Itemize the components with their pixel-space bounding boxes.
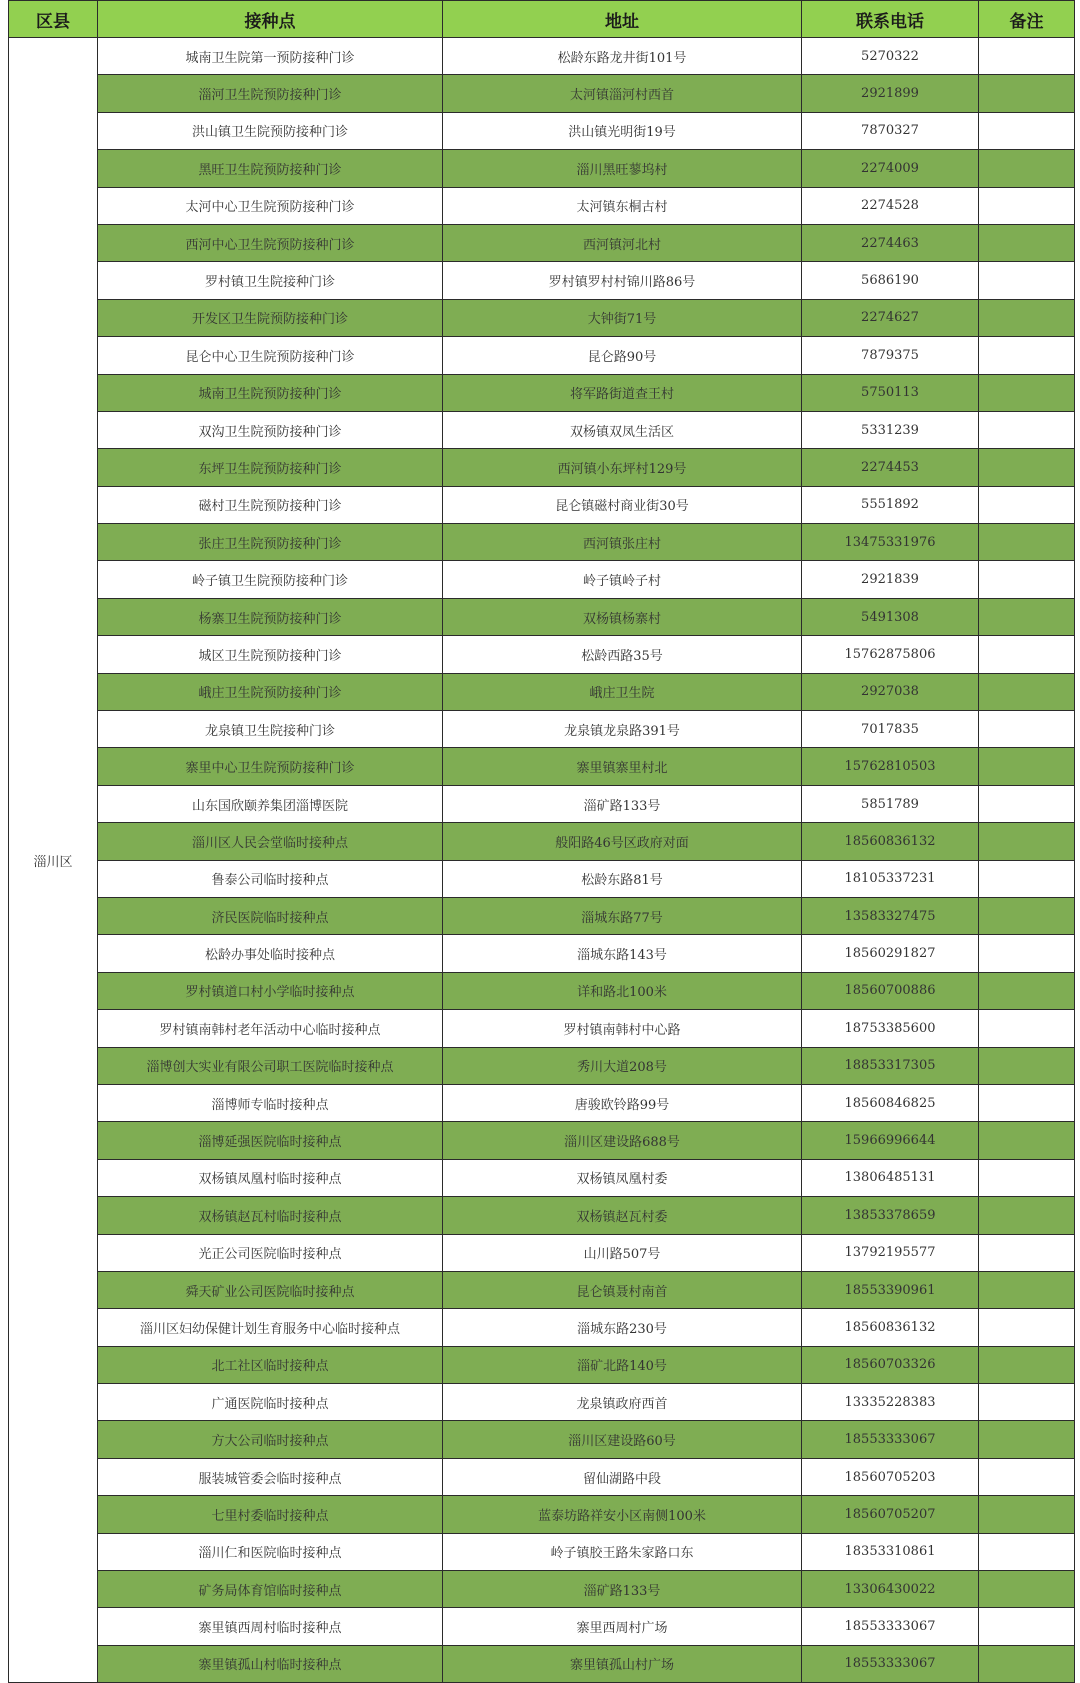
- table-row: [9, 748, 1075, 785]
- address-cell: 详和路北100米: [443, 972, 802, 1009]
- address-cell: 寨里镇孤山村广场: [443, 1645, 802, 1682]
- site-cell: 张庄卫生院预防接种门诊: [98, 524, 443, 561]
- remark-cell: [979, 598, 1075, 635]
- remark-cell: [979, 1197, 1075, 1234]
- address-cell: 淄川黑旺蓼坞村: [443, 150, 802, 187]
- address-cell: 双杨镇双凤生活区: [443, 411, 802, 448]
- remark-cell: [979, 636, 1075, 673]
- remark-cell: [979, 337, 1075, 374]
- table-row: [9, 823, 1075, 860]
- site-cell: 东坪卫生院预防接种门诊: [98, 449, 443, 486]
- table-row: [9, 1384, 1075, 1421]
- phone-cell: 5750113: [802, 374, 979, 411]
- site-cell: 峨庄卫生院预防接种门诊: [98, 673, 443, 710]
- address-cell: 淄川区建设路60号: [443, 1421, 802, 1458]
- address-cell: 昆仑镇聂村南首: [443, 1271, 802, 1308]
- address-cell: 罗村镇南韩村中心路: [443, 1010, 802, 1047]
- phone-cell: 5851789: [802, 785, 979, 822]
- site-cell: 寨里镇孤山村临时接种点: [98, 1645, 443, 1682]
- remark-cell: [979, 1645, 1075, 1682]
- phone-cell: 13583327475: [802, 897, 979, 934]
- remark-cell: [979, 299, 1075, 336]
- address-cell: 昆仑路90号: [443, 337, 802, 374]
- address-cell: 罗村镇罗村村锦川路86号: [443, 262, 802, 299]
- table-row: [9, 449, 1075, 486]
- phone-cell: 15762875806: [802, 636, 979, 673]
- header-address: 地址: [443, 1, 802, 38]
- district-cell: 淄川区: [9, 38, 98, 1683]
- table-row: [9, 598, 1075, 635]
- table-row: [9, 1234, 1075, 1271]
- address-cell: 西河镇张庄村: [443, 524, 802, 561]
- site-cell: 城区卫生院预防接种门诊: [98, 636, 443, 673]
- site-cell: 淄博创大实业有限公司职工医院临时接种点: [98, 1047, 443, 1084]
- phone-cell: 18553333067: [802, 1421, 979, 1458]
- phone-cell: 18560291827: [802, 935, 979, 972]
- site-cell: 昆仑中心卫生院预防接种门诊: [98, 337, 443, 374]
- site-cell: 淄川仁和医院临时接种点: [98, 1533, 443, 1570]
- site-cell: 罗村镇道口村小学临时接种点: [98, 972, 443, 1009]
- phone-cell: 13335228383: [802, 1384, 979, 1421]
- table-row: [9, 1197, 1075, 1234]
- remark-cell: [979, 860, 1075, 897]
- table-row: [9, 785, 1075, 822]
- table-row: [9, 112, 1075, 149]
- table-row: [9, 1421, 1075, 1458]
- phone-cell: 7879375: [802, 337, 979, 374]
- site-cell: 岭子镇卫生院预防接种门诊: [98, 561, 443, 598]
- remark-cell: [979, 1271, 1075, 1308]
- site-cell: 太河中心卫生院预防接种门诊: [98, 187, 443, 224]
- address-cell: 大钟街71号: [443, 299, 802, 336]
- remark-cell: [979, 972, 1075, 1009]
- address-cell: 般阳路46号区政府对面: [443, 823, 802, 860]
- remark-cell: [979, 75, 1075, 112]
- remark-cell: [979, 1421, 1075, 1458]
- table-row: [9, 636, 1075, 673]
- remark-cell: [979, 224, 1075, 261]
- site-cell: 淄川区人民会堂临时接种点: [98, 823, 443, 860]
- site-cell: 淄川区妇幼保健计划生育服务中心临时接种点: [98, 1309, 443, 1346]
- site-cell: 双沟卫生院预防接种门诊: [98, 411, 443, 448]
- address-cell: 淄城东路77号: [443, 897, 802, 934]
- address-cell: 岭子镇胶王路朱家路口东: [443, 1533, 802, 1570]
- phone-cell: 18353310861: [802, 1533, 979, 1570]
- table-row: [9, 1010, 1075, 1047]
- table-row: [9, 1458, 1075, 1495]
- site-cell: 龙泉镇卫生院接种门诊: [98, 711, 443, 748]
- address-cell: 双杨镇凤凰村委: [443, 1159, 802, 1196]
- remark-cell: [979, 187, 1075, 224]
- phone-cell: 18553333067: [802, 1608, 979, 1645]
- table-header: [9, 1, 1075, 38]
- phone-cell: 18560700886: [802, 972, 979, 1009]
- phone-cell: 18105337231: [802, 860, 979, 897]
- remark-cell: [979, 1458, 1075, 1495]
- address-cell: 淄矿北路140号: [443, 1346, 802, 1383]
- remark-cell: [979, 673, 1075, 710]
- address-cell: 松龄东路龙井街101号: [443, 38, 802, 75]
- phone-cell: 2921899: [802, 75, 979, 112]
- table-row: [9, 860, 1075, 897]
- table-row: [9, 486, 1075, 523]
- phone-cell: 5270322: [802, 38, 979, 75]
- phone-cell: 13853378659: [802, 1197, 979, 1234]
- site-cell: 双杨镇凤凰村临时接种点: [98, 1159, 443, 1196]
- phone-cell: 2274009: [802, 150, 979, 187]
- address-cell: 龙泉镇龙泉路391号: [443, 711, 802, 748]
- table-row: [9, 673, 1075, 710]
- phone-cell: 13306430022: [802, 1571, 979, 1608]
- table-row: [9, 897, 1075, 934]
- site-cell: 济民医院临时接种点: [98, 897, 443, 934]
- address-cell: 留仙湖路中段: [443, 1458, 802, 1495]
- remark-cell: [979, 1159, 1075, 1196]
- site-cell: 服装城管委会临时接种点: [98, 1458, 443, 1495]
- table-row: [9, 299, 1075, 336]
- address-cell: 松龄东路81号: [443, 860, 802, 897]
- phone-cell: 18560705203: [802, 1458, 979, 1495]
- site-cell: 罗村镇南韩村老年活动中心临时接种点: [98, 1010, 443, 1047]
- table-row: [9, 1533, 1075, 1570]
- table-row: [9, 187, 1075, 224]
- table-row: [9, 1346, 1075, 1383]
- remark-cell: [979, 150, 1075, 187]
- address-cell: 淄矿路133号: [443, 1571, 802, 1608]
- site-cell: 淄博延强医院临时接种点: [98, 1122, 443, 1159]
- site-cell: 磁村卫生院预防接种门诊: [98, 486, 443, 523]
- remark-cell: [979, 1309, 1075, 1346]
- site-cell: 城南卫生院第一预防接种门诊: [98, 38, 443, 75]
- site-cell: 杨寨卫生院预防接种门诊: [98, 598, 443, 635]
- remark-cell: [979, 1010, 1075, 1047]
- site-cell: 鲁泰公司临时接种点: [98, 860, 443, 897]
- address-cell: 太河镇淄河村西首: [443, 75, 802, 112]
- phone-cell: 18560836132: [802, 1309, 979, 1346]
- phone-cell: 2274528: [802, 187, 979, 224]
- table-row: [9, 1608, 1075, 1645]
- table-row: [9, 374, 1075, 411]
- address-cell: 寨里镇寨里村北: [443, 748, 802, 785]
- address-cell: 双杨镇赵瓦村委: [443, 1197, 802, 1234]
- phone-cell: 2274463: [802, 224, 979, 261]
- remark-cell: [979, 1084, 1075, 1121]
- phone-cell: 18553390961: [802, 1271, 979, 1308]
- phone-cell: 18560703326: [802, 1346, 979, 1383]
- address-cell: 秀川大道208号: [443, 1047, 802, 1084]
- phone-cell: 7017835: [802, 711, 979, 748]
- phone-cell: 5331239: [802, 411, 979, 448]
- phone-cell: 18560846825: [802, 1084, 979, 1121]
- remark-cell: [979, 524, 1075, 561]
- site-cell: 广通医院临时接种点: [98, 1384, 443, 1421]
- table-row: [9, 1159, 1075, 1196]
- phone-cell: 2927038: [802, 673, 979, 710]
- table-row: [9, 337, 1075, 374]
- address-cell: 峨庄卫生院: [443, 673, 802, 710]
- address-cell: 昆仑镇磁村商业街30号: [443, 486, 802, 523]
- remark-cell: [979, 374, 1075, 411]
- site-cell: 淄河卫生院预防接种门诊: [98, 75, 443, 112]
- site-cell: 光正公司医院临时接种点: [98, 1234, 443, 1271]
- site-cell: 北工社区临时接种点: [98, 1346, 443, 1383]
- site-cell: 城南卫生院预防接种门诊: [98, 374, 443, 411]
- site-cell: 寨里镇西周村临时接种点: [98, 1608, 443, 1645]
- table-body: [9, 38, 1075, 1683]
- address-cell: 洪山镇光明街19号: [443, 112, 802, 149]
- address-cell: 唐骏欧铃路99号: [443, 1084, 802, 1121]
- address-cell: 太河镇东桐古村: [443, 187, 802, 224]
- remark-cell: [979, 823, 1075, 860]
- table-row: [9, 1084, 1075, 1121]
- address-cell: 龙泉镇政府西首: [443, 1384, 802, 1421]
- remark-cell: [979, 262, 1075, 299]
- address-cell: 淄城东路143号: [443, 935, 802, 972]
- remark-cell: [979, 711, 1075, 748]
- header-phone: 联系电话: [802, 1, 979, 38]
- site-cell: 淄博师专临时接种点: [98, 1084, 443, 1121]
- remark-cell: [979, 935, 1075, 972]
- site-cell: 洪山镇卫生院预防接种门诊: [98, 112, 443, 149]
- phone-cell: 5686190: [802, 262, 979, 299]
- phone-cell: 7870327: [802, 112, 979, 149]
- table-row: [9, 224, 1075, 261]
- table-row: [9, 1571, 1075, 1608]
- table-row: [9, 524, 1075, 561]
- table-row: [9, 1496, 1075, 1533]
- site-cell: 开发区卫生院预防接种门诊: [98, 299, 443, 336]
- address-cell: 岭子镇岭子村: [443, 561, 802, 598]
- remark-cell: [979, 1122, 1075, 1159]
- remark-cell: [979, 785, 1075, 822]
- phone-cell: 13806485131: [802, 1159, 979, 1196]
- table-row: [9, 561, 1075, 598]
- table-row: [9, 262, 1075, 299]
- header-row: [9, 1, 1075, 38]
- phone-cell: 5551892: [802, 486, 979, 523]
- phone-cell: 15762810503: [802, 748, 979, 785]
- phone-cell: 13475331976: [802, 524, 979, 561]
- site-cell: 矿务局体育馆临时接种点: [98, 1571, 443, 1608]
- address-cell: 淄城东路230号: [443, 1309, 802, 1346]
- remark-cell: [979, 748, 1075, 785]
- remark-cell: [979, 1346, 1075, 1383]
- address-cell: 西河镇小东坪村129号: [443, 449, 802, 486]
- remark-cell: [979, 1496, 1075, 1533]
- site-cell: 黑旺卫生院预防接种门诊: [98, 150, 443, 187]
- phone-cell: 13792195577: [802, 1234, 979, 1271]
- remark-cell: [979, 561, 1075, 598]
- remark-cell: [979, 411, 1075, 448]
- header-remark: 备注: [979, 1, 1075, 38]
- address-cell: 将军路街道查王村: [443, 374, 802, 411]
- phone-cell: 18560705207: [802, 1496, 979, 1533]
- table-row: [9, 1645, 1075, 1682]
- table-row: [9, 935, 1075, 972]
- remark-cell: [979, 1571, 1075, 1608]
- phone-cell: 18560836132: [802, 823, 979, 860]
- table-row: [9, 972, 1075, 1009]
- vaccination-sites-table: [8, 0, 1075, 1683]
- table-row: [9, 711, 1075, 748]
- site-cell: 寨里中心卫生院预防接种门诊: [98, 748, 443, 785]
- site-cell: 山东国欣颐养集团淄博医院: [98, 785, 443, 822]
- table-row: [9, 75, 1075, 112]
- address-cell: 西河镇河北村: [443, 224, 802, 261]
- phone-cell: 15966996644: [802, 1122, 979, 1159]
- address-cell: 淄矿路133号: [443, 785, 802, 822]
- site-cell: 松龄办事处临时接种点: [98, 935, 443, 972]
- table-row: [9, 1122, 1075, 1159]
- remark-cell: [979, 38, 1075, 75]
- table-row: [9, 38, 1075, 75]
- phone-cell: 18553333067: [802, 1645, 979, 1682]
- phone-cell: 5491308: [802, 598, 979, 635]
- phone-cell: 18753385600: [802, 1010, 979, 1047]
- remark-cell: [979, 1384, 1075, 1421]
- site-cell: 方大公司临时接种点: [98, 1421, 443, 1458]
- phone-cell: 2921839: [802, 561, 979, 598]
- remark-cell: [979, 112, 1075, 149]
- table-row: [9, 1271, 1075, 1308]
- remark-cell: [979, 1047, 1075, 1084]
- table-row: [9, 1047, 1075, 1084]
- site-cell: 舜天矿业公司医院临时接种点: [98, 1271, 443, 1308]
- phone-cell: 2274453: [802, 449, 979, 486]
- header-district: 区县: [9, 1, 98, 38]
- site-cell: 罗村镇卫生院接种门诊: [98, 262, 443, 299]
- remark-cell: [979, 486, 1075, 523]
- remark-cell: [979, 1234, 1075, 1271]
- remark-cell: [979, 449, 1075, 486]
- address-cell: 淄川区建设路688号: [443, 1122, 802, 1159]
- table-row: [9, 1309, 1075, 1346]
- site-cell: 双杨镇赵瓦村临时接种点: [98, 1197, 443, 1234]
- address-cell: 寨里西周村广场: [443, 1608, 802, 1645]
- site-cell: 七里村委临时接种点: [98, 1496, 443, 1533]
- address-cell: 松龄西路35号: [443, 636, 802, 673]
- site-cell: 西河中心卫生院预防接种门诊: [98, 224, 443, 261]
- header-site: 接种点: [98, 1, 443, 38]
- address-cell: 双杨镇杨寨村: [443, 598, 802, 635]
- address-cell: 山川路507号: [443, 1234, 802, 1271]
- phone-cell: 2274627: [802, 299, 979, 336]
- remark-cell: [979, 1608, 1075, 1645]
- table-row: [9, 411, 1075, 448]
- table-row: [9, 150, 1075, 187]
- remark-cell: [979, 1533, 1075, 1570]
- address-cell: 蓝泰坊路祥安小区南侧100米: [443, 1496, 802, 1533]
- phone-cell: 18853317305: [802, 1047, 979, 1084]
- remark-cell: [979, 897, 1075, 934]
